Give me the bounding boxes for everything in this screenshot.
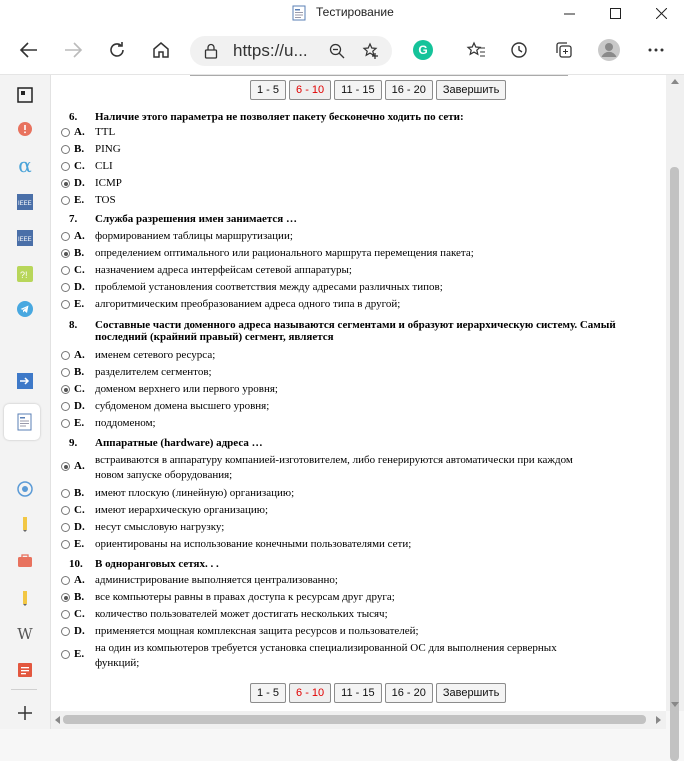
option-text: поддоменом; (95, 417, 156, 429)
option-text: PING (95, 143, 121, 155)
bottom-page-nav (51, 683, 666, 705)
option-letter: D. (74, 625, 85, 637)
refresh-button[interactable] (101, 34, 133, 66)
option-letter: C. (74, 160, 85, 172)
option-letter: A. (74, 460, 85, 472)
answer-option[interactable] (61, 366, 666, 381)
answer-radio[interactable] (61, 385, 70, 394)
top-page-button-1[interactable]: 1 - 5 (250, 80, 286, 100)
arrow-app-icon[interactable] (13, 369, 37, 393)
bottom-page-button-1[interactable]: 1 - 5 (250, 683, 286, 703)
bottom-page-button-4[interactable]: 16 - 20 (385, 683, 433, 703)
question-number: 10. (69, 558, 83, 570)
option-letter: B. (74, 247, 85, 259)
svg-text:IEEE: IEEE (18, 237, 32, 243)
lock-icon (204, 43, 218, 59)
window-title: Тестирование (316, 5, 394, 19)
option-letter: A. (74, 349, 85, 361)
answer-option[interactable] (61, 230, 666, 245)
answer-radio[interactable] (61, 593, 70, 602)
answer-option[interactable] (61, 400, 666, 415)
question-number: 6. (69, 111, 78, 123)
answer-radio[interactable] (61, 610, 70, 619)
question-text-cont: последний (крайний правый) сегмент, является (95, 331, 334, 343)
svg-text:IEEE: IEEE (18, 201, 32, 207)
refresh-icon (107, 40, 127, 60)
alert-icon[interactable] (13, 117, 37, 141)
back-button[interactable] (13, 34, 45, 66)
answer-option[interactable] (61, 143, 666, 158)
sidebar (0, 75, 51, 729)
option-letter: B. (74, 591, 85, 603)
close-button[interactable] (638, 0, 684, 26)
maximize-button[interactable] (592, 0, 638, 26)
news-icon[interactable] (13, 83, 37, 107)
option-text: TTL (95, 126, 116, 138)
grammarly-extension-button[interactable] (407, 34, 439, 66)
scroll-right-icon[interactable] (656, 716, 662, 724)
answer-radio[interactable] (61, 489, 70, 498)
home-icon (151, 40, 171, 60)
pencil-icon[interactable] (13, 512, 37, 536)
option-text: ICMP (95, 177, 122, 189)
option-letter: D. (74, 281, 85, 293)
answer-option[interactable] (61, 642, 666, 672)
option-letter: E. (74, 298, 85, 310)
answer-option[interactable] (61, 177, 666, 192)
answer-option[interactable] (61, 264, 666, 279)
answer-option[interactable] (61, 194, 666, 209)
answer-radio[interactable] (61, 196, 70, 205)
top-divider (190, 75, 568, 76)
bottom-page-nav-buttons (250, 683, 506, 703)
option-text-cont: новом запуске оборудования; (95, 469, 233, 481)
option-text: ориентированы на использование конечными пользователями сети; (95, 538, 412, 550)
answer-option[interactable] (61, 538, 666, 553)
vertical-scrollbar[interactable] (666, 75, 684, 711)
answer-radio[interactable] (61, 523, 70, 532)
minimize-button[interactable] (546, 0, 592, 26)
question-text: Наличие этого параметра не позволяет пакету бесконечно ходить по сети: (95, 111, 464, 123)
answer-radio[interactable] (61, 627, 70, 636)
answer-option[interactable] (61, 591, 666, 606)
answer-radio[interactable] (61, 162, 70, 171)
add-icon[interactable] (13, 701, 37, 725)
wikipedia-icon[interactable]: W (17, 625, 33, 643)
option-letter: E. (74, 538, 85, 550)
question-text: В одноранговых сетях. . . (95, 558, 219, 570)
option-text: определением оптимального или рационального маршрута перемещения пакета; (95, 247, 474, 259)
option-letter: E. (74, 194, 85, 206)
circle-app-icon[interactable] (13, 477, 37, 501)
question-text: Аппаратные (hardware) адреса … (95, 437, 263, 449)
option-text: количество пользователей может достигать нескольких тысяч; (95, 608, 388, 620)
pencil-icon-2[interactable] (13, 586, 37, 610)
bottom-page-button-3[interactable]: 11 - 15 (334, 683, 381, 703)
option-text: встраиваются в аппаратуру компанией-изготовителем, либо генерируются автоматически при каждом (95, 454, 573, 466)
option-text: применяется мощная комплексная защита ресурсов и пользователей; (95, 625, 419, 637)
menu-button[interactable] (640, 34, 672, 66)
option-text: все компьютеры равны в правах доступа к ресурсам друг друга; (95, 591, 395, 603)
question-text: Составные части доменного адреса называются сегментами и образуют иерархическую систему. Самый (95, 319, 616, 331)
history-icon (509, 40, 529, 60)
question-10 (69, 558, 219, 570)
answer-radio[interactable] (61, 650, 70, 659)
question-6 (69, 111, 464, 123)
answer-option[interactable] (61, 504, 666, 519)
option-letter: A. (74, 126, 85, 138)
option-letter: A. (74, 574, 85, 586)
answer-option[interactable] (61, 521, 666, 536)
answer-radio[interactable] (61, 576, 70, 585)
answer-radio[interactable] (61, 419, 70, 428)
alpha-icon[interactable]: α (18, 153, 32, 177)
answer-option[interactable] (61, 487, 666, 502)
top-page-button-2[interactable]: 6 - 10 (289, 80, 331, 100)
zoom-out-icon[interactable] (329, 43, 345, 59)
option-letter: C. (74, 264, 85, 276)
sidebar-divider (11, 689, 37, 690)
page-icon (292, 5, 306, 21)
option-letter: B. (74, 366, 85, 378)
answer-option[interactable] (61, 383, 666, 398)
collections-icon (554, 40, 574, 60)
answer-option[interactable] (61, 574, 666, 589)
option-letter: A. (74, 230, 85, 242)
answer-radio[interactable] (61, 128, 70, 137)
briefcase-icon[interactable] (13, 549, 37, 573)
option-letter: E. (74, 648, 85, 660)
answer-radio[interactable] (61, 351, 70, 360)
option-text: TOS (95, 194, 116, 206)
profile-button[interactable] (593, 34, 625, 66)
option-letter: C. (74, 383, 85, 395)
favorites-button[interactable] (460, 34, 492, 66)
quiz-icon[interactable] (13, 262, 37, 286)
bottom-finish-button[interactable]: Завершить (436, 683, 506, 703)
pdf-icon[interactable] (13, 658, 37, 682)
add-favorite-icon[interactable] (362, 42, 380, 60)
answer-option[interactable] (61, 349, 666, 364)
option-text: проблемой установления соответствия между адресами различных типов; (95, 281, 443, 293)
option-letter: E. (74, 417, 85, 429)
option-text: именем сетевого ресурса; (95, 349, 216, 361)
top-page-nav-buttons (250, 80, 506, 100)
answer-radio[interactable] (61, 145, 70, 154)
ieee-icon[interactable] (13, 190, 37, 214)
collections-button[interactable] (548, 34, 580, 66)
back-arrow-icon (19, 40, 39, 60)
answer-radio[interactable] (61, 232, 70, 241)
option-letter: C. (74, 608, 85, 620)
option-text: назначением адреса интерфейсам сетевой аппаратуры; (95, 264, 352, 276)
option-text: на один из компьютеров требуется установка специализированной ОС для выполнения серверных (95, 642, 557, 654)
scroll-left-icon[interactable] (54, 716, 60, 724)
url-text: https://u... (233, 41, 308, 60)
top-page-nav (51, 80, 666, 102)
address-bar[interactable] (190, 36, 392, 66)
option-text: разделителем сегментов; (95, 366, 212, 378)
scroll-up-icon[interactable] (671, 78, 679, 84)
answer-radio[interactable] (61, 402, 70, 411)
option-text: алгоритмическим преобразованием адреса одного типа в другой; (95, 298, 401, 310)
option-letter: B. (74, 487, 85, 499)
horizontal-scroll-thumb[interactable] (63, 715, 646, 724)
option-letter: D. (74, 521, 85, 533)
option-text: субдоменом домена высшего уровня; (95, 400, 270, 412)
home-button[interactable] (145, 34, 177, 66)
scroll-down-icon[interactable] (671, 702, 679, 708)
answer-option[interactable] (61, 454, 666, 484)
question-number: 8. (69, 319, 78, 331)
answer-option[interactable] (61, 298, 666, 313)
option-text: администрирование выполняется централизованно; (95, 574, 338, 586)
answer-option[interactable] (61, 247, 666, 262)
question-number: 7. (69, 213, 78, 225)
avatar-icon (597, 38, 621, 62)
answer-radio[interactable] (61, 266, 70, 275)
answer-radio[interactable] (61, 283, 70, 292)
answer-option[interactable] (61, 417, 666, 432)
forward-arrow-icon (63, 40, 83, 60)
option-letter: C. (74, 504, 85, 516)
ieee-icon-2[interactable] (13, 226, 37, 250)
answer-option[interactable] (61, 608, 666, 623)
question-8 (69, 319, 616, 343)
answer-radio[interactable] (61, 249, 70, 258)
option-letter: D. (74, 177, 85, 189)
answer-option[interactable] (61, 126, 666, 141)
answer-option[interactable] (61, 625, 666, 640)
page-content (51, 75, 666, 711)
answer-radio[interactable] (61, 462, 70, 471)
more-icon (646, 40, 666, 60)
option-text: имеют плоскую (линейную) организацию; (95, 487, 295, 499)
option-text: имеют иерархическую организацию; (95, 504, 269, 516)
option-text: несут смысловую нагрузку; (95, 521, 225, 533)
history-button[interactable] (503, 34, 535, 66)
option-text: CLI (95, 160, 113, 172)
browser-toolbar (0, 26, 684, 75)
option-text: формированием таблицы маршрутизации; (95, 230, 293, 242)
vertical-scroll-thumb[interactable] (670, 167, 679, 761)
question-7 (69, 213, 297, 225)
question-text: Служба разрешения имен занимается … (95, 213, 297, 225)
bottom-page-button-2[interactable]: 6 - 10 (289, 683, 331, 703)
answer-option[interactable] (61, 160, 666, 175)
question-9 (69, 437, 263, 449)
answer-radio[interactable] (61, 506, 70, 515)
svg-text:?!: ?! (20, 270, 28, 280)
horizontal-scrollbar[interactable] (51, 711, 666, 729)
title-bar (0, 0, 684, 26)
answer-radio[interactable] (61, 179, 70, 188)
option-text: доменом верхнего или первого уровня; (95, 383, 278, 395)
top-finish-button[interactable]: Завершить (436, 80, 506, 100)
telegram-icon[interactable] (13, 297, 37, 321)
option-letter: B. (74, 143, 85, 155)
forward-button[interactable] (57, 34, 89, 66)
option-text-cont: функций; (95, 657, 140, 669)
favorites-icon (466, 40, 486, 60)
test-page-icon[interactable] (13, 410, 37, 434)
option-letter: D. (74, 400, 85, 412)
grammarly-icon: G (413, 40, 433, 60)
question-number: 9. (69, 437, 78, 449)
answer-option[interactable] (61, 281, 666, 296)
top-page-button-4[interactable]: 16 - 20 (385, 80, 433, 100)
answer-radio[interactable] (61, 540, 70, 549)
top-page-button-3[interactable]: 11 - 15 (334, 80, 381, 100)
answer-radio[interactable] (61, 300, 70, 309)
answer-radio[interactable] (61, 368, 70, 377)
